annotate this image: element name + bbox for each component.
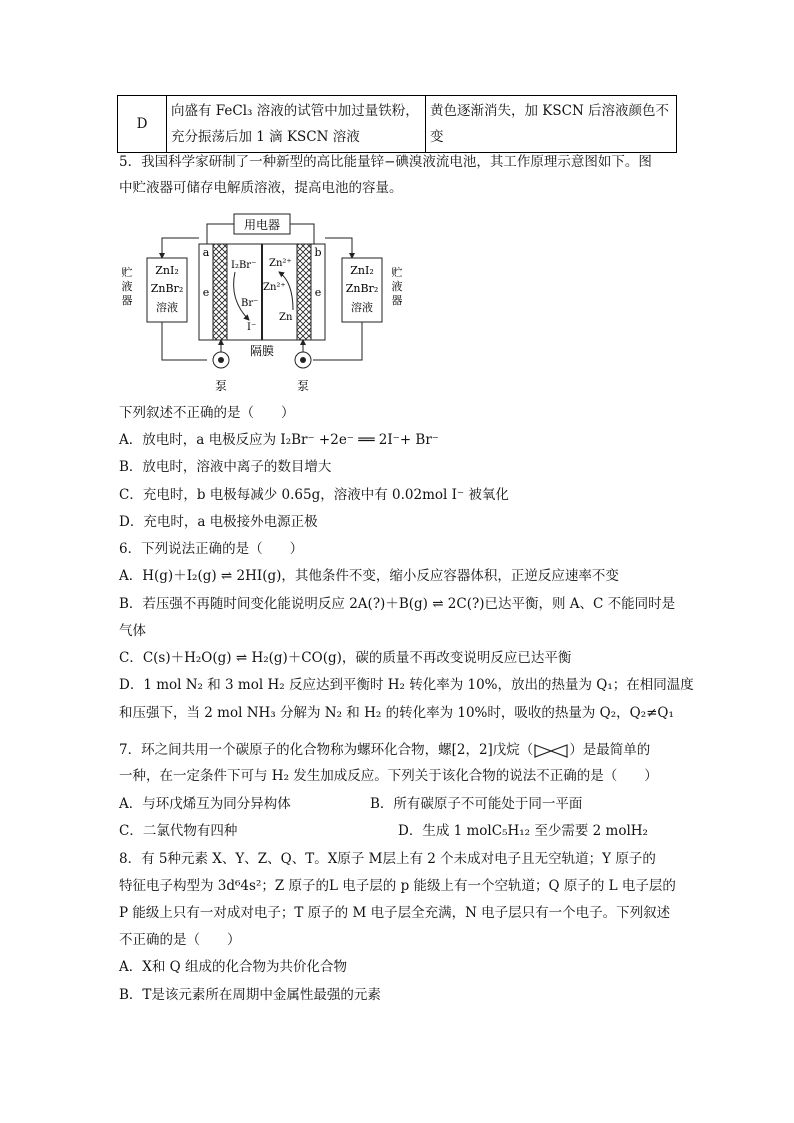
right-solution-line: ZnI₂ [350, 264, 374, 277]
species-right: Zn [279, 312, 293, 323]
wire [207, 224, 234, 244]
q8-stem: 特征电子构型为 3d⁶4s²；Z 原子的L 电子层的 p 能级上有一个空轨道；Q 原子的 L 电子层的 [119, 878, 676, 894]
q7-stem-part: 7．环之间共用一个碳原子的化合物称为螺环化合物，螺[2，2]戊烷（ [119, 742, 534, 758]
pump-right-label: 泵 [296, 379, 310, 393]
q8-stem: P 能级上只有一对成对电子；T 原子的 M 电子层全充满，N 电子层只有一个电子。下列叙述 [119, 905, 671, 921]
q7-option-c: C．二氯代物有四种 [119, 823, 238, 839]
species-left: Br⁻ [241, 298, 259, 309]
left-store-label [122, 266, 133, 307]
q7-option-b: B．所有碳原子不可能处于同一平面 [370, 796, 583, 812]
q5-stem: 中贮液器可储存电解质溶液，提高电池的容量。 [119, 180, 403, 196]
svg-text:贮: 贮 [121, 266, 133, 279]
q6-stem: 6．下列说法正确的是（ ） [119, 541, 304, 557]
species-left: I⁻ [247, 322, 257, 333]
q6-option-c: C．C(s)＋H₂O(g) ⇌ H₂(g)＋CO(g)，碳的质量不再改变说明反应已达平衡 [119, 650, 572, 666]
q6-option-b-cont: 气体 [119, 623, 146, 639]
q5-option-b: B．放电时，溶液中离子的数目增大 [119, 459, 332, 475]
electrode-a-label: a [202, 246, 210, 259]
wire [290, 224, 314, 244]
phenomenon-line: 变 [430, 129, 444, 145]
q5-option-a: A．放电时，a 电极反应为 I₂Br⁻ +2e⁻ ══ 2I⁻+ Br⁻ [119, 432, 439, 448]
e-right-label: e [314, 286, 322, 299]
spiropentane-structure-icon [533, 743, 569, 759]
option-key: D [118, 96, 167, 153]
species-left: I₂Br⁻ [231, 260, 257, 271]
operation-cell [167, 96, 426, 153]
membrane-label: 隔膜 [249, 344, 275, 358]
phenomenon-line: 黄色逐渐消失，加 KSCN 后溶液颜色不 [430, 103, 670, 119]
electrode-left-felt [213, 244, 227, 340]
q5-stem: 5．我国科学家研制了一种新型的高比能量锌−碘溴液流电池，其工作原理示意图如下。图 [119, 154, 652, 170]
left-solution-line: 溶液 [156, 301, 178, 314]
electrode-b-label: b [314, 246, 322, 259]
phenomenon-cell [426, 96, 677, 153]
species-right: Zn²⁺ [269, 258, 292, 269]
q7-stem: 一种，在一定条件下可与 H₂ 发生加成反应。下列关于该化合物的说法不正确的是（ ） [119, 768, 658, 784]
q8-stem: 8．有 5种元素 X、Y、Z、Q、T。X原子 M层上有 2 个未成对电子且无空轨道；Y 原子的 [119, 851, 656, 867]
q5-option-c: C．充电时，b 电极每减少 0.65g，溶液中有 0.02mol I⁻ 被氧化 [119, 487, 509, 503]
table-row [118, 96, 677, 153]
svg-text:液: 液 [121, 280, 133, 293]
operation-line: 向盛有 FeCl₃ 溶液的试管中加过量铁粉， [171, 103, 419, 119]
pump-right-hub [300, 357, 306, 363]
pipe [325, 238, 352, 258]
device-label: 用电器 [243, 218, 281, 232]
q8-option-a: A．X和 Q 组成的化合物为共价化合物 [119, 959, 348, 975]
electrode-right-felt [297, 244, 311, 340]
species-right: Zn²⁺ [263, 282, 286, 293]
q6-option-d-cont: 和压强下，当 2 mol NH₃ 分解为 N₂ 和 H₂ 的转化率为 10%时，吸收的热量为 Q₂，Q₂≠Q₁ [119, 705, 674, 721]
svg-text:贮: 贮 [391, 266, 403, 279]
right-solution-line: ZnBr₂ [345, 282, 379, 295]
pump-left-label: 泵 [214, 379, 228, 393]
q6-option-d: D．1 mol N₂ 和 3 mol H₂ 反应达到平衡时 H₂ 转化率为 10%，放出的热量为 Q₁；在相同温度 [119, 677, 694, 693]
left-solution-line: ZnI₂ [155, 264, 179, 277]
q8-stem: 不正确的是（ ） [119, 932, 241, 948]
right-solution-line: 溶液 [351, 301, 373, 314]
pipe [162, 238, 199, 258]
pump-left-hub [218, 357, 224, 363]
q7-option-a: A．与环戊烯互为同分异构体 [119, 796, 291, 812]
q7-stem-part: ）是最简单的 [569, 742, 651, 758]
svg-text:器: 器 [121, 294, 133, 307]
battery-diagram [117, 210, 407, 400]
left-solution-line: ZnBr₂ [150, 282, 184, 295]
q6-option-a: A．H(g)＋I₂(g) ⇌ 2HI(g)，其他条件不变，缩小反应容器体积，正逆反应速率不变 [119, 568, 619, 584]
q5-prompt: 下列叙述不正确的是（ ） [119, 405, 295, 421]
q5-option-d: D．充电时，a 电极接外电源正极 [119, 514, 318, 530]
operation-line: 充分振荡后加 1 滴 KSCN 溶液 [171, 129, 360, 145]
q7-stem [119, 740, 650, 760]
right-store-label [392, 266, 403, 307]
option-table [117, 95, 677, 153]
q7-option-d: D．生成 1 molC₅H₁₂ 至少需要 2 molH₂ [398, 823, 648, 839]
q6-option-b: B．若压强不再随时间变化能说明反应 2A(?)＋B(g) ⇌ 2C(?)已达平衡，则 A、C 不能同时是 [119, 596, 676, 612]
svg-text:器: 器 [391, 294, 403, 307]
e-left-label: e [202, 286, 210, 299]
svg-text:液: 液 [391, 280, 403, 293]
q8-option-b: B．T是该元素所在周期中金属性最强的元素 [119, 987, 381, 1003]
